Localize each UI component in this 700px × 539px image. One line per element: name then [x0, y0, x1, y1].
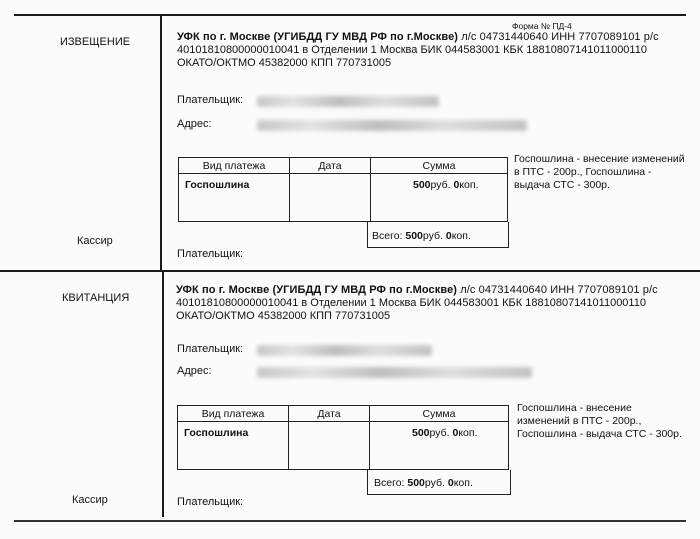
- amount-kop-unit: коп.: [459, 179, 479, 191]
- notice-title: ИЗВЕЩЕНИЕ: [60, 36, 131, 48]
- payment-type-value: Госпошлина: [184, 427, 249, 439]
- total-line: [372, 230, 471, 242]
- recipient-line-3: ОКАТО/ОКТМО 45382000 КПП 770731005: [176, 310, 391, 322]
- address-label: Адрес:: [177, 118, 212, 130]
- amount-kop: 0: [453, 179, 460, 191]
- amount-rub-unit: руб.: [429, 427, 450, 439]
- row-date: [290, 174, 371, 222]
- address-redacted: [257, 367, 532, 378]
- row-date: [289, 422, 370, 470]
- total-label: Всего:: [374, 477, 405, 489]
- address-label: Адрес:: [177, 365, 212, 377]
- payment-type-value: Госпошлина: [185, 179, 250, 191]
- payment-table: [177, 405, 509, 470]
- header-date: Дата: [290, 158, 371, 174]
- payer-signature-label: Плательщик:: [177, 496, 244, 508]
- fee-note-line: Госпошлина - внесение: [517, 402, 632, 414]
- total-rub-unit: руб.: [424, 477, 445, 489]
- amount-rub: 500: [413, 179, 431, 191]
- payer-label: Плательщик:: [177, 343, 244, 355]
- address-redacted: [257, 120, 527, 131]
- total-kop-unit: коп.: [453, 477, 473, 489]
- total-kop-unit: коп.: [451, 230, 471, 242]
- total-box: [367, 470, 511, 495]
- payment-table: [178, 157, 508, 222]
- total-rub-unit: руб.: [422, 230, 443, 242]
- total-label: Всего:: [372, 230, 403, 242]
- recipient-name: УФК по г. Москве (УГИБДД ГУ МВД РФ по г.Москве): [176, 284, 458, 296]
- total-box: [367, 222, 509, 248]
- payer-signature-label: Плательщик:: [177, 248, 244, 260]
- total-rub: 500: [405, 230, 423, 242]
- total-kop: 0: [447, 477, 454, 489]
- row-amount: [371, 174, 508, 222]
- top-border: [14, 14, 686, 16]
- recipient-line-2: 40101810800000010041 в Отделении 1 Москва БИК 044583001 КБК 18810807141011000110: [176, 297, 646, 309]
- recipient-line-3: ОКАТО/ОКТМО 45382000 КПП 770731005: [177, 57, 392, 69]
- header-amount: Сумма: [370, 406, 509, 422]
- total-line: [374, 477, 473, 489]
- recipient-account: л/с 04731440640 ИНН 7707089101 р/с: [460, 284, 658, 296]
- vertical-divider-top: [160, 14, 162, 270]
- row-amount: [370, 422, 509, 470]
- fee-note: [514, 153, 685, 192]
- fee-note-line: выдача СТС - 300р.: [514, 179, 610, 191]
- recipient-name: УФК по г. Москве (УГИБДД ГУ МВД РФ по г.Москве): [177, 31, 459, 43]
- fee-note-line: изменений в ПТС - 200р.,: [517, 415, 642, 427]
- recipient-line-1: [176, 284, 658, 296]
- cashier-label: Кассир: [72, 494, 108, 506]
- fee-note: [517, 402, 682, 441]
- form-number: Форма № ПД-4: [512, 21, 572, 31]
- recipient-account: л/с 04731440640 ИНН 7707089101 р/с: [461, 31, 659, 43]
- fee-note-line: Госпошлина - выдача СТС - 300р.: [517, 428, 682, 440]
- recipient-line-2: 40101810800000010041 в Отделении 1 Москва БИК 044583001 КБК 18810807141011000110: [177, 44, 647, 56]
- header-amount: Сумма: [371, 158, 508, 174]
- amount-rub-unit: руб.: [430, 179, 451, 191]
- total-rub: 500: [407, 477, 425, 489]
- amount-kop-unit: коп.: [458, 427, 478, 439]
- payer-name-redacted: [257, 345, 432, 356]
- amount-kop: 0: [452, 427, 459, 439]
- header-payment-type: Вид платежа: [178, 406, 289, 422]
- fee-note-line: в ПТС - 200р., Госпошлина -: [514, 166, 652, 178]
- payer-name-redacted: [257, 96, 439, 107]
- fee-note-line: Госпошлина - внесение изменений: [514, 153, 685, 165]
- amount-rub: 500: [412, 427, 430, 439]
- header-payment-type: Вид платежа: [179, 158, 290, 174]
- payer-label: Плательщик:: [177, 94, 244, 106]
- receipt-title: КВИТАНЦИЯ: [62, 292, 130, 304]
- row-payment-type: [178, 422, 289, 470]
- row-payment-type: [179, 174, 290, 222]
- total-kop: 0: [445, 230, 452, 242]
- middle-divider: [0, 270, 700, 272]
- cashier-label: Кассир: [77, 235, 113, 247]
- recipient-line-1: [177, 31, 659, 43]
- bottom-border: [14, 520, 686, 522]
- vertical-divider-bottom: [162, 272, 164, 517]
- header-date: Дата: [289, 406, 370, 422]
